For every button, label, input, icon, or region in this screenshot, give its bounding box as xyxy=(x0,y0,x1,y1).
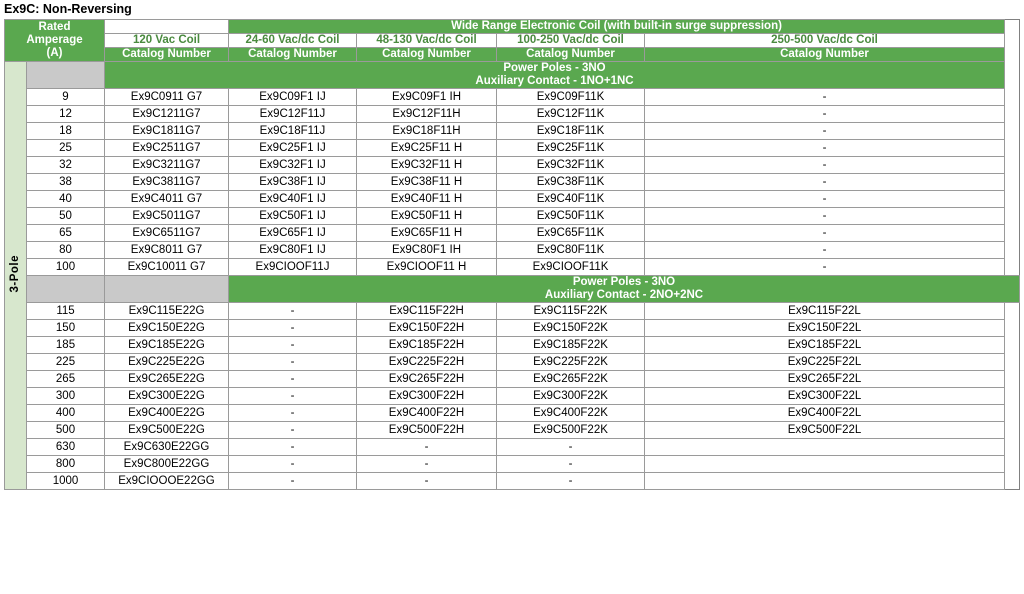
catalog-number-header-1: Catalog Number xyxy=(105,48,229,62)
catalog-number-cell xyxy=(645,439,1005,456)
table-header-row-catalog xyxy=(5,48,1020,62)
table-row xyxy=(5,225,1020,242)
table-row xyxy=(5,191,1020,208)
table-row xyxy=(5,157,1020,174)
section-band-line1: Power Poles - 3NO xyxy=(572,276,676,288)
catalog-table xyxy=(4,19,1020,490)
catalog-number-cell: Ex9C18F11J xyxy=(229,123,357,140)
table-row xyxy=(5,422,1020,439)
amperage-cell: 100 xyxy=(27,259,105,276)
table-header-row-coils xyxy=(5,34,1020,48)
table-row xyxy=(5,388,1020,405)
catalog-number-cell: Ex9C1811G7 xyxy=(105,123,229,140)
page-title: Ex9C: Non-Reversing xyxy=(4,2,132,16)
catalog-number-cell: Ex9C265F22H xyxy=(357,371,497,388)
catalog-number-cell: Ex9C38F11K xyxy=(497,174,645,191)
table-row xyxy=(5,106,1020,123)
catalog-number-cell: - xyxy=(645,157,1005,174)
catalog-number-cell: Ex9C115F22L xyxy=(645,303,1005,320)
catalog-number-cell: Ex9C38F11 H xyxy=(357,174,497,191)
catalog-number-cell: Ex9C18F11K xyxy=(497,123,645,140)
catalog-number-cell: Ex9C400E22G xyxy=(105,405,229,422)
catalog-number-cell: Ex9C300F22H xyxy=(357,388,497,405)
catalog-number-cell: Ex9C09F1 IJ xyxy=(229,89,357,106)
amperage-cell: 630 xyxy=(27,439,105,456)
catalog-number-cell: Ex9C10011 G7 xyxy=(105,259,229,276)
catalog-number-cell: - xyxy=(229,422,357,439)
catalog-number-cell: Ex9C265E22G xyxy=(105,371,229,388)
catalog-number-cell: - xyxy=(229,337,357,354)
catalog-number-cell: Ex9C115E22G xyxy=(105,303,229,320)
catalog-number-cell: Ex9C40F1 IJ xyxy=(229,191,357,208)
catalog-number-cell: Ex9C400F22K xyxy=(497,405,645,422)
catalog-number-cell: - xyxy=(229,388,357,405)
catalog-number-header-3: Catalog Number xyxy=(357,48,497,62)
catalog-number-cell: Ex9C225F22L xyxy=(645,354,1005,371)
catalog-number-cell: Ex9C3811G7 xyxy=(105,174,229,191)
catalog-number-cell: Ex9C115F22K xyxy=(497,303,645,320)
catalog-number-cell: Ex9C50F1 IJ xyxy=(229,208,357,225)
catalog-number-cell: Ex9C32F11 H xyxy=(357,157,497,174)
catalog-number-cell: - xyxy=(229,456,357,473)
section-band-row xyxy=(5,62,1020,89)
catalog-number-cell: Ex9CIOOF11K xyxy=(497,259,645,276)
table-row xyxy=(5,140,1020,157)
catalog-number-cell: Ex9C25F11 H xyxy=(357,140,497,157)
catalog-number-cell: Ex9C3211G7 xyxy=(105,157,229,174)
catalog-number-cell: - xyxy=(357,456,497,473)
catalog-number-header-4: Catalog Number xyxy=(497,48,645,62)
amperage-cell: 400 xyxy=(27,405,105,422)
catalog-number-cell: - xyxy=(645,89,1005,106)
coil-col-3: 48-130 Vac/dc Coil xyxy=(357,34,497,48)
catalog-number-cell: Ex9C25F11K xyxy=(497,140,645,157)
catalog-number-cell: - xyxy=(497,456,645,473)
amperage-cell: 265 xyxy=(27,371,105,388)
catalog-number-header-5: Catalog Number xyxy=(645,48,1005,62)
catalog-number-cell: - xyxy=(645,123,1005,140)
table-row xyxy=(5,354,1020,371)
catalog-number-cell: Ex9C150F22K xyxy=(497,320,645,337)
catalog-number-cell: Ex9C18F11H xyxy=(357,123,497,140)
catalog-number-cell: Ex9CIOOOE22GG xyxy=(105,473,229,490)
catalog-number-cell: Ex9C32F11K xyxy=(497,157,645,174)
catalog-number-cell: - xyxy=(645,208,1005,225)
amperage-cell: 1000 xyxy=(27,473,105,490)
catalog-number-cell: Ex9C65F11 H xyxy=(357,225,497,242)
catalog-number-cell: - xyxy=(229,354,357,371)
catalog-number-cell: Ex9C185F22K xyxy=(497,337,645,354)
rated-amperage-line3: (A) xyxy=(46,47,63,59)
section-band-line1: Power Poles - 3NO xyxy=(503,62,606,74)
catalog-number-cell: Ex9C65F11K xyxy=(497,225,645,242)
catalog-number-cell: Ex9C500F22K xyxy=(497,422,645,439)
catalog-number-cell: Ex9C225E22G xyxy=(105,354,229,371)
catalog-number-cell: - xyxy=(645,259,1005,276)
catalog-number-cell: Ex9C65F1 IJ xyxy=(229,225,357,242)
catalog-number-cell: Ex9C50F11K xyxy=(497,208,645,225)
section-blank-amp-cell xyxy=(27,62,105,89)
catalog-number-cell: Ex9C185E22G xyxy=(105,337,229,354)
coil-col-2: 24-60 Vac/dc Coil xyxy=(229,34,357,48)
catalog-number-cell: Ex9C300F22L xyxy=(645,388,1005,405)
catalog-number-cell: Ex9C40F11K xyxy=(497,191,645,208)
coil-col-1: 120 Vac Coil xyxy=(105,34,229,48)
catalog-number-cell: Ex9C09F11K xyxy=(497,89,645,106)
catalog-number-cell: Ex9C6511G7 xyxy=(105,225,229,242)
catalog-number-cell: Ex9C32F1 IJ xyxy=(229,157,357,174)
amperage-cell: 150 xyxy=(27,320,105,337)
catalog-number-cell: Ex9C8011 G7 xyxy=(105,242,229,259)
catalog-number-cell: - xyxy=(497,439,645,456)
table-row xyxy=(5,208,1020,225)
amperage-cell: 185 xyxy=(27,337,105,354)
section-blank-cell xyxy=(27,276,105,303)
table-row xyxy=(5,371,1020,388)
catalog-number-cell: - xyxy=(229,320,357,337)
catalog-number-cell: Ex9C1211G7 xyxy=(105,106,229,123)
amperage-cell: 225 xyxy=(27,354,105,371)
coil-col-120vac-top xyxy=(105,20,229,34)
catalog-number-cell: Ex9C265F22L xyxy=(645,371,1005,388)
catalog-number-cell: - xyxy=(645,191,1005,208)
catalog-number-cell: - xyxy=(229,473,357,490)
section-band xyxy=(229,276,1020,303)
table-row xyxy=(5,337,1020,354)
rated-amperage-line1: Rated xyxy=(38,21,71,33)
catalog-number-cell: Ex9C80F1 IH xyxy=(357,242,497,259)
catalog-number-cell: Ex9C38F1 IJ xyxy=(229,174,357,191)
catalog-number-cell: Ex9C09F1 IH xyxy=(357,89,497,106)
amperage-cell: 9 xyxy=(27,89,105,106)
catalog-number-cell: Ex9C80F1 IJ xyxy=(229,242,357,259)
catalog-number-cell: Ex9C25F1 IJ xyxy=(229,140,357,157)
catalog-number-cell: - xyxy=(645,174,1005,191)
pole-label-cell xyxy=(5,62,27,490)
table-row xyxy=(5,473,1020,490)
amperage-cell: 50 xyxy=(27,208,105,225)
amperage-cell: 32 xyxy=(27,157,105,174)
catalog-number-cell: - xyxy=(229,439,357,456)
amperage-cell: 115 xyxy=(27,303,105,320)
catalog-number-cell: - xyxy=(645,242,1005,259)
catalog-number-cell: - xyxy=(229,303,357,320)
catalog-number-cell: Ex9C150E22G xyxy=(105,320,229,337)
catalog-number-cell: - xyxy=(229,405,357,422)
pole-label: 3-Pole xyxy=(9,254,21,293)
table-row xyxy=(5,242,1020,259)
catalog-number-cell: Ex9CIOOF11J xyxy=(229,259,357,276)
wide-range-group-header: Wide Range Electronic Coil (with built-in surge suppression) xyxy=(229,20,1005,34)
section-band-row xyxy=(5,276,1020,303)
catalog-number-cell: - xyxy=(229,371,357,388)
catalog-number-cell: - xyxy=(645,140,1005,157)
catalog-number-header-2: Catalog Number xyxy=(229,48,357,62)
catalog-number-cell: Ex9C500F22H xyxy=(357,422,497,439)
catalog-number-cell: Ex9C80F11K xyxy=(497,242,645,259)
catalog-number-cell: Ex9C40F11 H xyxy=(357,191,497,208)
catalog-number-cell xyxy=(645,473,1005,490)
catalog-number-cell: Ex9C500F22L xyxy=(645,422,1005,439)
catalog-number-cell: Ex9C0911 G7 xyxy=(105,89,229,106)
catalog-number-cell: - xyxy=(645,106,1005,123)
catalog-number-cell: - xyxy=(357,439,497,456)
catalog-number-cell: Ex9C630E22GG xyxy=(105,439,229,456)
amperage-cell: 800 xyxy=(27,456,105,473)
table-row xyxy=(5,439,1020,456)
catalog-number-cell: Ex9C4011 G7 xyxy=(105,191,229,208)
catalog-number-cell: Ex9C5011G7 xyxy=(105,208,229,225)
table-row xyxy=(5,303,1020,320)
catalog-number-cell: Ex9C225F22H xyxy=(357,354,497,371)
amperage-cell: 500 xyxy=(27,422,105,439)
rated-amperage-header xyxy=(5,20,105,62)
catalog-number-cell: Ex9C150F22L xyxy=(645,320,1005,337)
catalog-number-cell: Ex9C185F22L xyxy=(645,337,1005,354)
table-row xyxy=(5,89,1020,106)
catalog-number-cell: Ex9C400F22H xyxy=(357,405,497,422)
amperage-cell: 300 xyxy=(27,388,105,405)
catalog-number-cell: Ex9C12F11J xyxy=(229,106,357,123)
catalog-number-cell: Ex9C800E22GG xyxy=(105,456,229,473)
catalog-number-cell: Ex9C150F22H xyxy=(357,320,497,337)
amperage-cell: 18 xyxy=(27,123,105,140)
table-row xyxy=(5,259,1020,276)
amperage-cell: 65 xyxy=(27,225,105,242)
coil-col-4: 100-250 Vac/dc Coil xyxy=(497,34,645,48)
section-blank-amp-cell xyxy=(105,276,229,303)
catalog-number-cell: Ex9C225F22K xyxy=(497,354,645,371)
catalog-number-cell: Ex9CIOOF11 H xyxy=(357,259,497,276)
catalog-number-cell: Ex9C265F22K xyxy=(497,371,645,388)
amperage-cell: 80 xyxy=(27,242,105,259)
catalog-number-cell: Ex9C50F11 H xyxy=(357,208,497,225)
table-row xyxy=(5,320,1020,337)
catalog-number-cell: Ex9C115F22H xyxy=(357,303,497,320)
catalog-number-cell: Ex9C500E22G xyxy=(105,422,229,439)
catalog-number-cell: Ex9C400F22L xyxy=(645,405,1005,422)
coil-col-5: 250-500 Vac/dc Coil xyxy=(645,34,1005,48)
catalog-number-cell: Ex9C185F22H xyxy=(357,337,497,354)
table-row xyxy=(5,456,1020,473)
amperage-cell: 38 xyxy=(27,174,105,191)
rated-amperage-line2: Amperage xyxy=(26,34,83,46)
catalog-number-cell: Ex9C300F22K xyxy=(497,388,645,405)
amperage-cell: 25 xyxy=(27,140,105,157)
catalog-number-cell: - xyxy=(497,473,645,490)
catalog-number-cell: Ex9C300E22G xyxy=(105,388,229,405)
table-row xyxy=(5,405,1020,422)
catalog-number-cell: Ex9C2511G7 xyxy=(105,140,229,157)
amperage-cell: 40 xyxy=(27,191,105,208)
table-header-row-group xyxy=(5,20,1020,34)
table-row xyxy=(5,174,1020,191)
catalog-number-cell xyxy=(645,456,1005,473)
table-row xyxy=(5,123,1020,140)
catalog-number-cell: - xyxy=(645,225,1005,242)
section-band-line2: Auxiliary Contact - 1NO+1NC xyxy=(475,75,634,87)
catalog-number-cell: - xyxy=(357,473,497,490)
section-band-line2: Auxiliary Contact - 2NO+2NC xyxy=(544,289,704,301)
catalog-number-cell: Ex9C12F11K xyxy=(497,106,645,123)
section-band xyxy=(105,62,1005,89)
amperage-cell: 12 xyxy=(27,106,105,123)
catalog-number-cell: Ex9C12F11H xyxy=(357,106,497,123)
